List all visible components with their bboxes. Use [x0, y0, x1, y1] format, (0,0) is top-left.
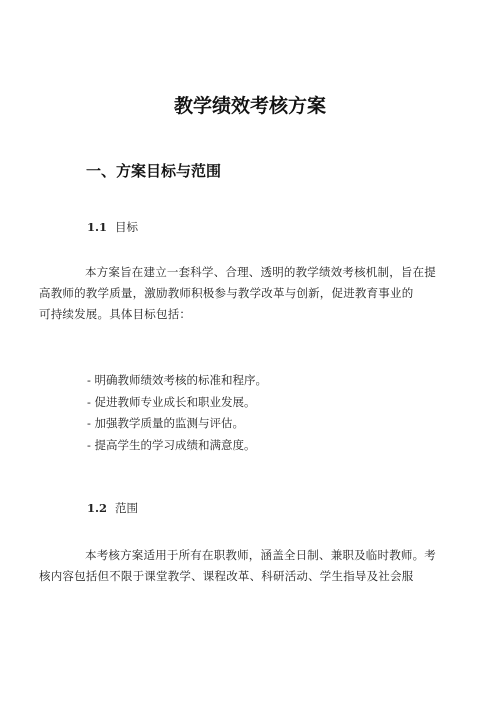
goal-paragraph: [39, 262, 440, 325]
subsection-number: 1.1: [87, 220, 108, 234]
paragraph-line: 可持续发展。具体目标包括：: [39, 307, 192, 321]
scope-paragraph: [39, 545, 440, 587]
subsection-title: 目标: [115, 220, 139, 234]
subsection-title: 范围: [115, 501, 139, 515]
list-item: - 明确教师绩效考核的标准和程序。: [87, 373, 268, 387]
paragraph-line: 核内容包括但不限于课堂教学、课程改革、科研活动、学生指导及社会服: [39, 569, 414, 583]
section-heading: 一、方案目标与范围: [86, 162, 222, 180]
paragraph-line: 本考核方案适用于所有在职教师，涵盖全日制、兼职及临时教师。考: [85, 548, 436, 562]
subsection-number: 1.2: [87, 501, 108, 515]
list-item: - 提高学生的学习成绩和满意度。: [87, 437, 256, 452]
list-item: - 促进教师专业成长和职业发展。: [87, 394, 256, 409]
paragraph-line: 高教师的教学质量，激励教师积极参与教学改革与创新，促进教育事业的: [39, 286, 414, 300]
document-title: 教学绩效考核方案: [173, 95, 326, 117]
subsection-heading-1-1: [87, 219, 138, 235]
subsection-heading-1-2: [87, 500, 138, 516]
goal-list: [87, 370, 267, 456]
paragraph-line: 本方案旨在建立一套科学、合理、透明的教学绩效考核机制，旨在提: [85, 265, 436, 279]
list-item: - 加强教学质量的监测与评估。: [87, 416, 245, 430]
